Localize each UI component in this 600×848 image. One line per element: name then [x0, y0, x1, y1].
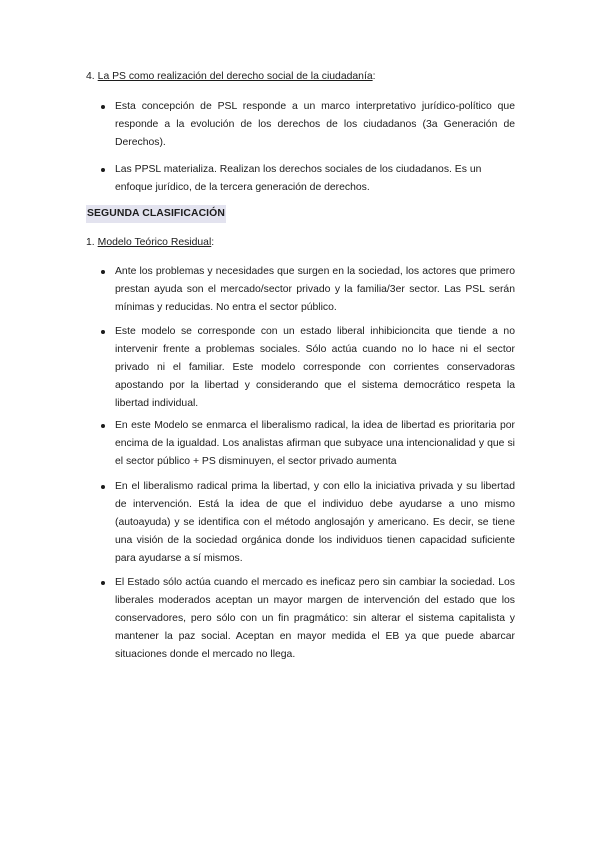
section-heading [86, 68, 376, 86]
model-heading [86, 234, 214, 252]
classification-title: SEGUNDA CLASIFICACIÓN [86, 205, 226, 223]
section-title-colon: : [372, 71, 376, 82]
list-item: El Estado sólo actúa cuando el mercado es ineficaz pero sin cambiar la sociedad. Los liberales moderados aceptan un mayor margen de intervención del estado que los conservadores, pero sólo con un fin pragmático: sin alterar el sistema capitalista y mantener la paz social. Aceptan en mayor medida el EB ya que puede abarcar situaciones donde el mercado no llega. [115, 574, 515, 664]
section-number: 4. [86, 71, 95, 82]
model-number: 1. [86, 237, 95, 248]
model-title: Modelo Teórico Residual [97, 237, 212, 248]
list-item: Ante los problemas y necesidades que surgen en la sociedad, los actores que primero prestan ayuda son el mercado/sector privado y la familia/3er sector. Las PSL serán mínimas y reducidas. No entra el sector público. [115, 263, 515, 317]
list-item: Este modelo se corresponde con un estado liberal inhibicioncita que tiende a no intervenir frente a problemas sociales. Sólo actúa cuando no lo hace ni el sector privado ni el familiar. Este modelo corresponde con corrientes conservadoras apostando por la libertad y considerando que el sistema democrático respeta la libertad individual. [115, 323, 515, 413]
section-title: La PS como realización del derecho social de la ciudadanía [97, 71, 373, 82]
list-item: En este Modelo se enmarca el liberalismo radical, la idea de libertad es prioritaria por encima de la igualdad. Los analistas afirman que subyace una intencionalidad y que si el sector público + PS disminuyen, el sector privado aumenta [115, 417, 515, 471]
list-item: En el liberalismo radical prima la libertad, y con ello la iniciativa privada y su libertad de intervención. Está la idea de que el individuo debe ayudarse a uno mismo (autoayuda) y se identifica con el método anglosajón y americano. Es decir, se tiene una visión de la sociedad orgánica donde los individuos tienen capacidad suficiente para ayudarse a sí mismos. [115, 478, 515, 568]
list-item: Esta concepción de PSL responde a un marco interpretativo jurídico-político que responde a la evolución de los derechos de los ciudadanos (3a Generación de Derechos). [115, 98, 515, 152]
model-title-colon: : [211, 237, 215, 248]
list-item: Las PPSL materializa. Realizan los derechos sociales de los ciudadanos. Es un enfoque jurídico, de la tercera generación de derechos. [115, 161, 515, 197]
